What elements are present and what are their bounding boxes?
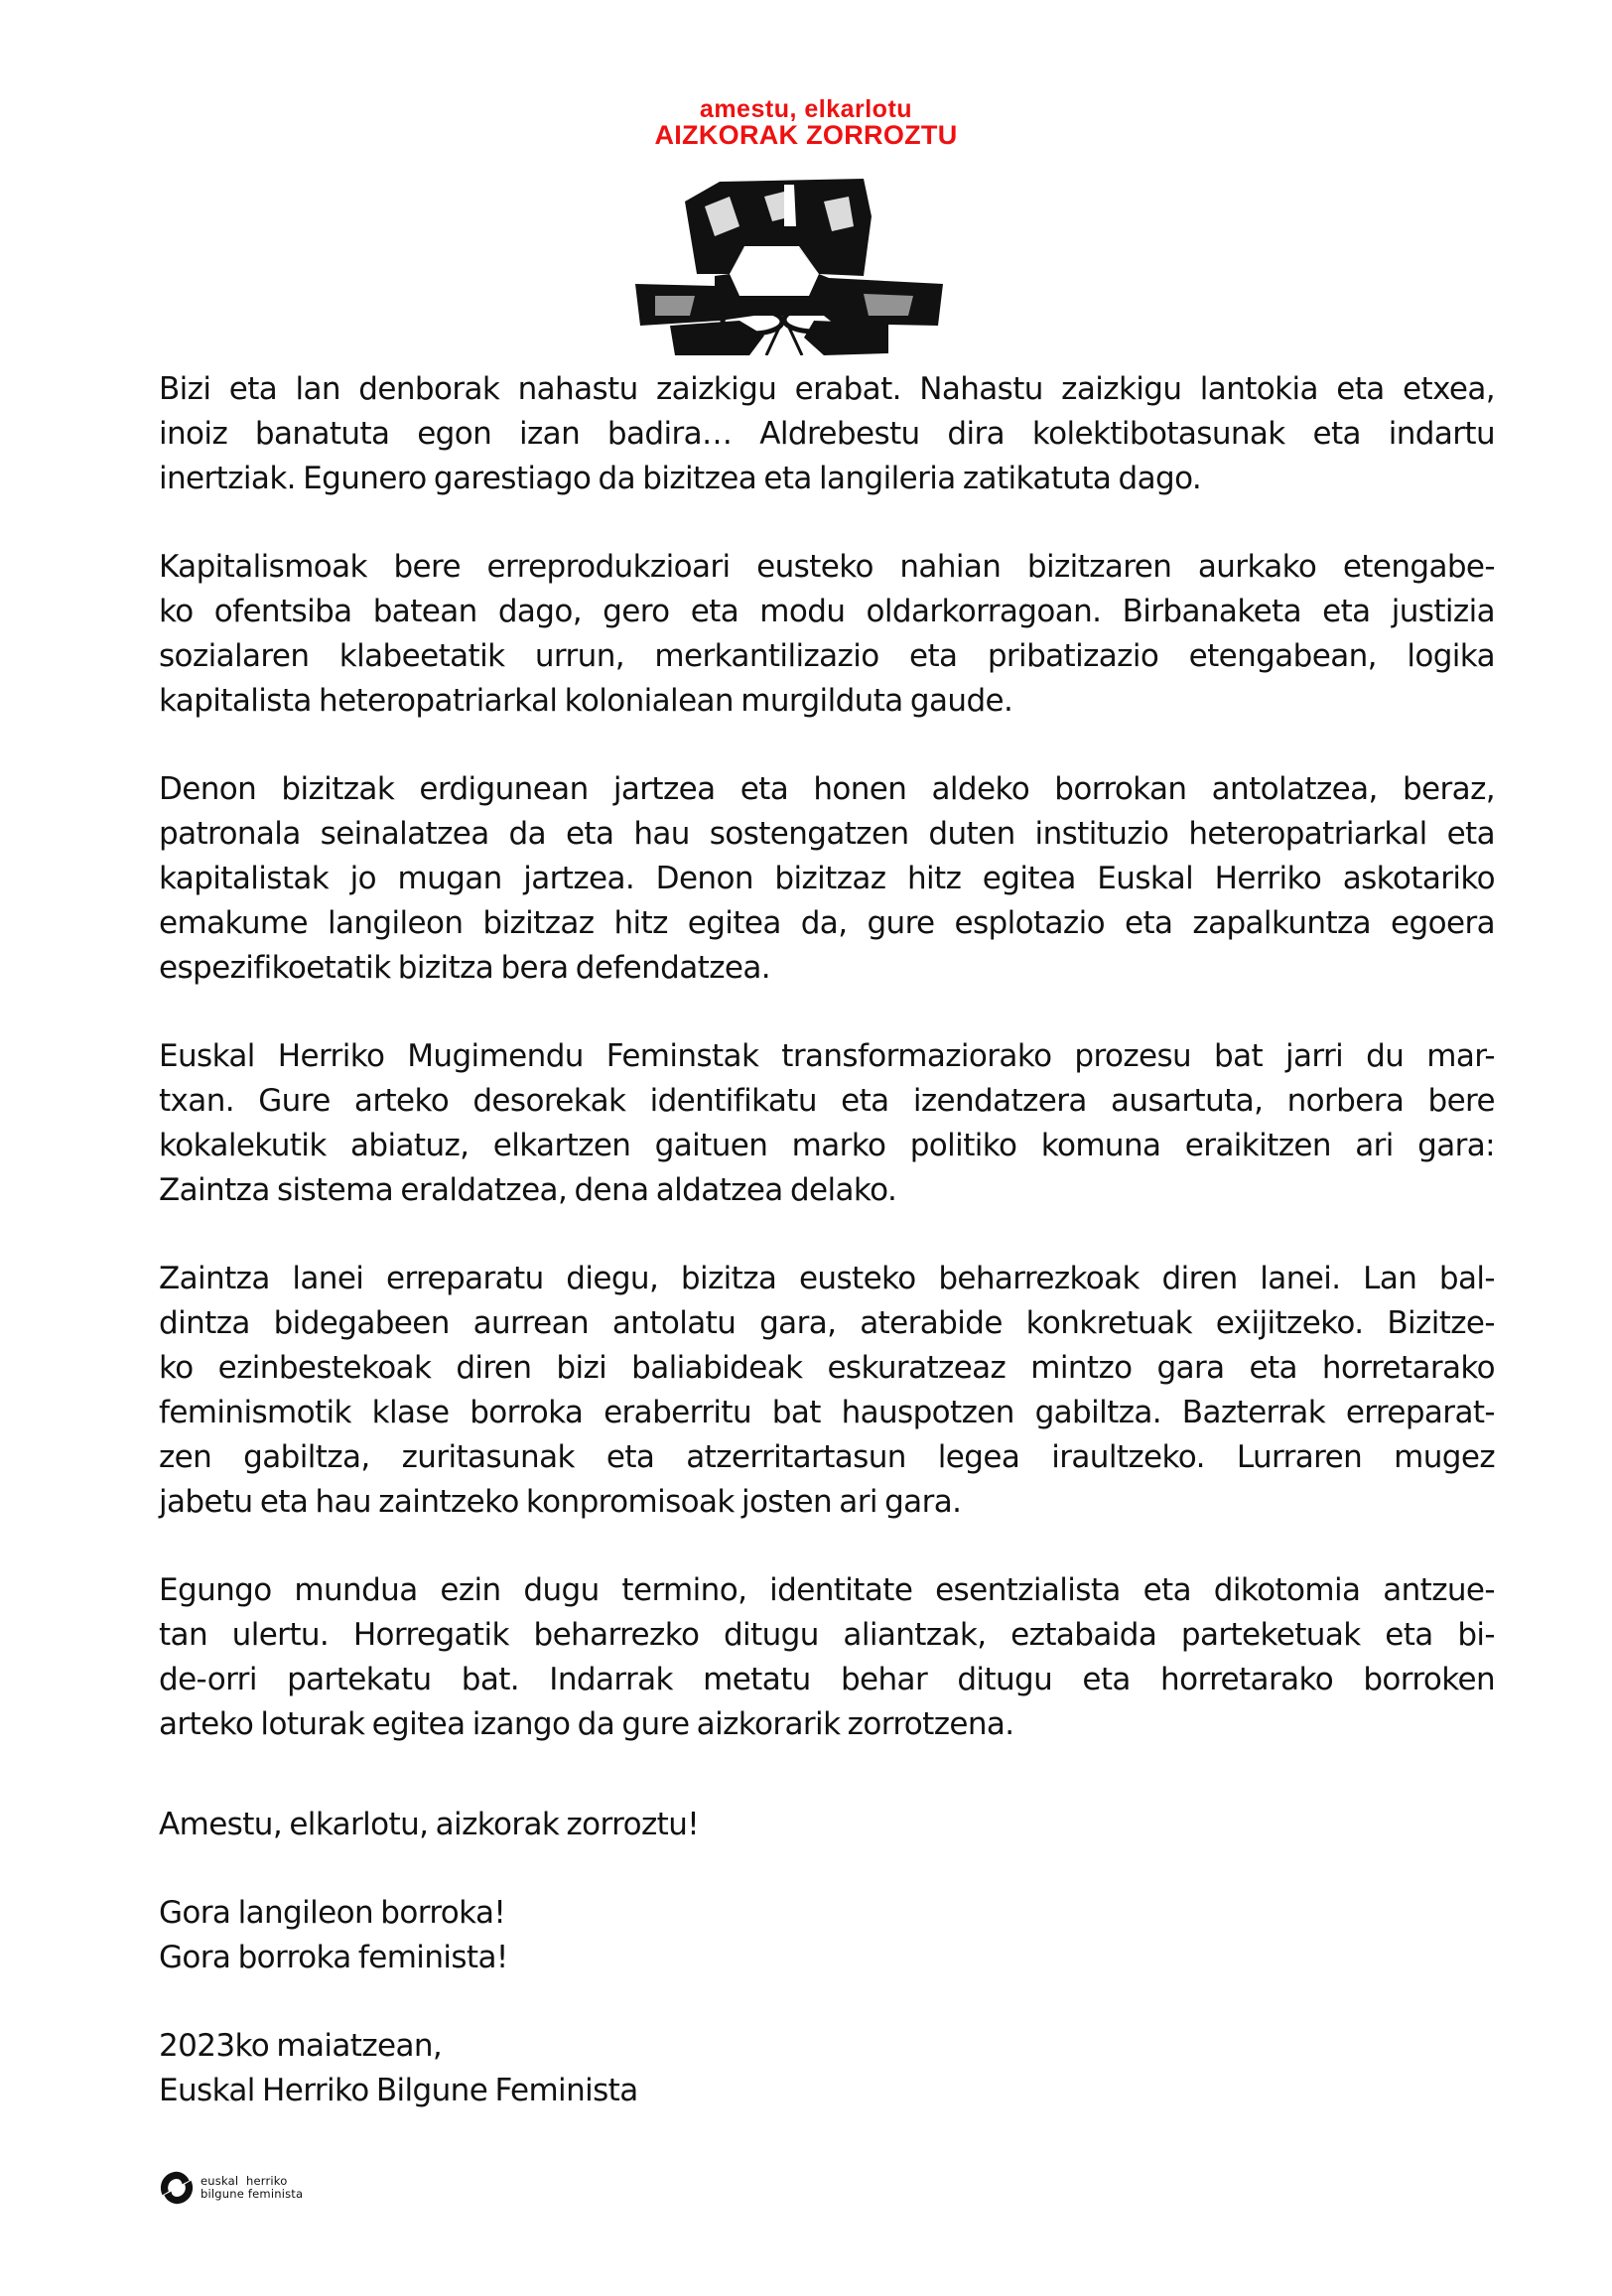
slogan-line-1: amestu, elkarlotu xyxy=(699,95,913,123)
text-line: kokalekutik abiatuz, elkartzen gaituen marko politiko komuna eraikitzen ari gara: xyxy=(159,1128,1495,1163)
bilgune-swirl-logo-icon xyxy=(159,2170,195,2206)
text-line: inertziak. Egunero garestiago da bizitzea eta langileria zatikatuta dago. xyxy=(159,461,1202,496)
cheer-2: Gora borroka feminista! xyxy=(159,1940,508,1975)
text-line: feminismotik klase borroka eraberritu bat hauspotzen gabiltza. Bazterrak erreparat- xyxy=(159,1395,1495,1430)
text-line: ko ezinbestekoak diren bizi baliabideak eskuratzeaz mintzo gara eta horretarako xyxy=(159,1350,1495,1386)
text-line: sozialaren klabeetatik urrun, merkantilizazio eta pribatizazio etengabean, logika xyxy=(159,638,1495,674)
text-line: Zaintza sistema eraldatzea, dena aldatzea delako. xyxy=(159,1172,897,1208)
paragraph-1 xyxy=(159,367,1495,501)
text-line: Bizi eta lan denborak nahastu zaizkigu erabat. Nahastu zaizkigu lantokia eta etxea, xyxy=(159,371,1495,407)
text-line: Denon bizitzak erdigunean jartzea eta honen aldeko borrokan antolatzea, beraz, xyxy=(159,771,1495,807)
text-line: ko ofentsiba batean dago, gero eta modu oldarkorragoan. Birbanaketa eta justizia xyxy=(159,594,1495,629)
paragraph-6 xyxy=(159,1568,1495,1747)
text-line: kapitalista heteropatriarkal kolonialean murgilduta gaude. xyxy=(159,683,1013,719)
poster-header xyxy=(0,0,1612,357)
text-line: Kapitalismoak bere erreprodukzioari eusteko nahian bizitzaren aurkako etengabe- xyxy=(159,549,1495,585)
bilgune-feminista-logo xyxy=(159,2170,303,2206)
slogan-line-2: AIZKORAK ZORROZTU xyxy=(654,120,958,150)
text-line: arteko loturak egitea izango da gure aizkorarik zorrotzena. xyxy=(159,1706,1014,1742)
closing-block xyxy=(159,1803,699,2113)
paragraph-5 xyxy=(159,1257,1495,1525)
text-line: patronala seinalatzea da eta hau sostengatzen duten instituzio heteropatriarkal eta xyxy=(159,816,1495,852)
text-line: zen gabiltza, zuritasunak eta atzerritartasun legea iraultzeko. Lurraren mugez xyxy=(159,1439,1495,1475)
paragraph-2 xyxy=(159,545,1495,724)
manifesto-body xyxy=(159,367,1495,1791)
text-line: Euskal Herriko Mugimendu Feminstak transformaziorako prozesu bat jarri du mar- xyxy=(159,1038,1495,1074)
logo-wordmark xyxy=(201,2175,303,2201)
cheer-1: Gora langileon borroka! xyxy=(159,1895,506,1931)
text-line: Egungo mundua ezin dugu termino, identitate esentzialista eta dikotomia antzue- xyxy=(159,1572,1495,1608)
signature: Euskal Herriko Bilgune Feminista xyxy=(159,2073,638,2108)
text-line: espezifikoetatik bizitza bera defendatzea. xyxy=(159,950,771,986)
text-line: Zaintza lanei erreparatu diegu, bizitza eusteko beharrezkoak diren lanei. Lan bal- xyxy=(159,1261,1495,1296)
logo-line-2: bilgune feminista xyxy=(201,2187,304,2201)
text-line: tan ulertu. Horregatik beharrezko ditugu aliantzak, eztabaida parteketuak eta bi- xyxy=(159,1617,1495,1653)
text-line: emakume langileon bizitzaz hitz egitea da, gure esplotazio eta zapalkuntza egoera xyxy=(159,905,1495,941)
motto: Amestu, elkarlotu, aizkorak zorroztu! xyxy=(159,1807,700,1842)
logo-line-1: euskal herriko xyxy=(201,2174,288,2188)
date-line: 2023ko maiatzean, xyxy=(159,2028,443,2064)
text-line: inoiz banatuta egon izan badira… Aldrebestu dira kolektibotasunak eta indartu xyxy=(159,416,1495,452)
text-line: de-orri partekatu bat. Indarrak metatu behar ditugu eta horretarako borroken xyxy=(159,1662,1495,1697)
text-line: kapitalistak jo mugan jartzea. Denon bizitzaz hitz egitea Euskal Herriko askotariko xyxy=(159,861,1495,896)
crossed-axes-icon xyxy=(635,157,963,355)
text-line: jabetu eta hau zaintzeko konpromisoak josten ari gara. xyxy=(159,1484,962,1520)
text-line: dintza bidegabeen aurrean antolatu gara, aterabide konkretuak exijitzeko. Bizitze- xyxy=(159,1305,1495,1341)
paragraph-3 xyxy=(159,767,1495,991)
text-line: txan. Gure arteko desorekak identifikatu eta izendatzera ausartuta, norbera bere xyxy=(159,1083,1495,1119)
paragraph-4 xyxy=(159,1034,1495,1213)
